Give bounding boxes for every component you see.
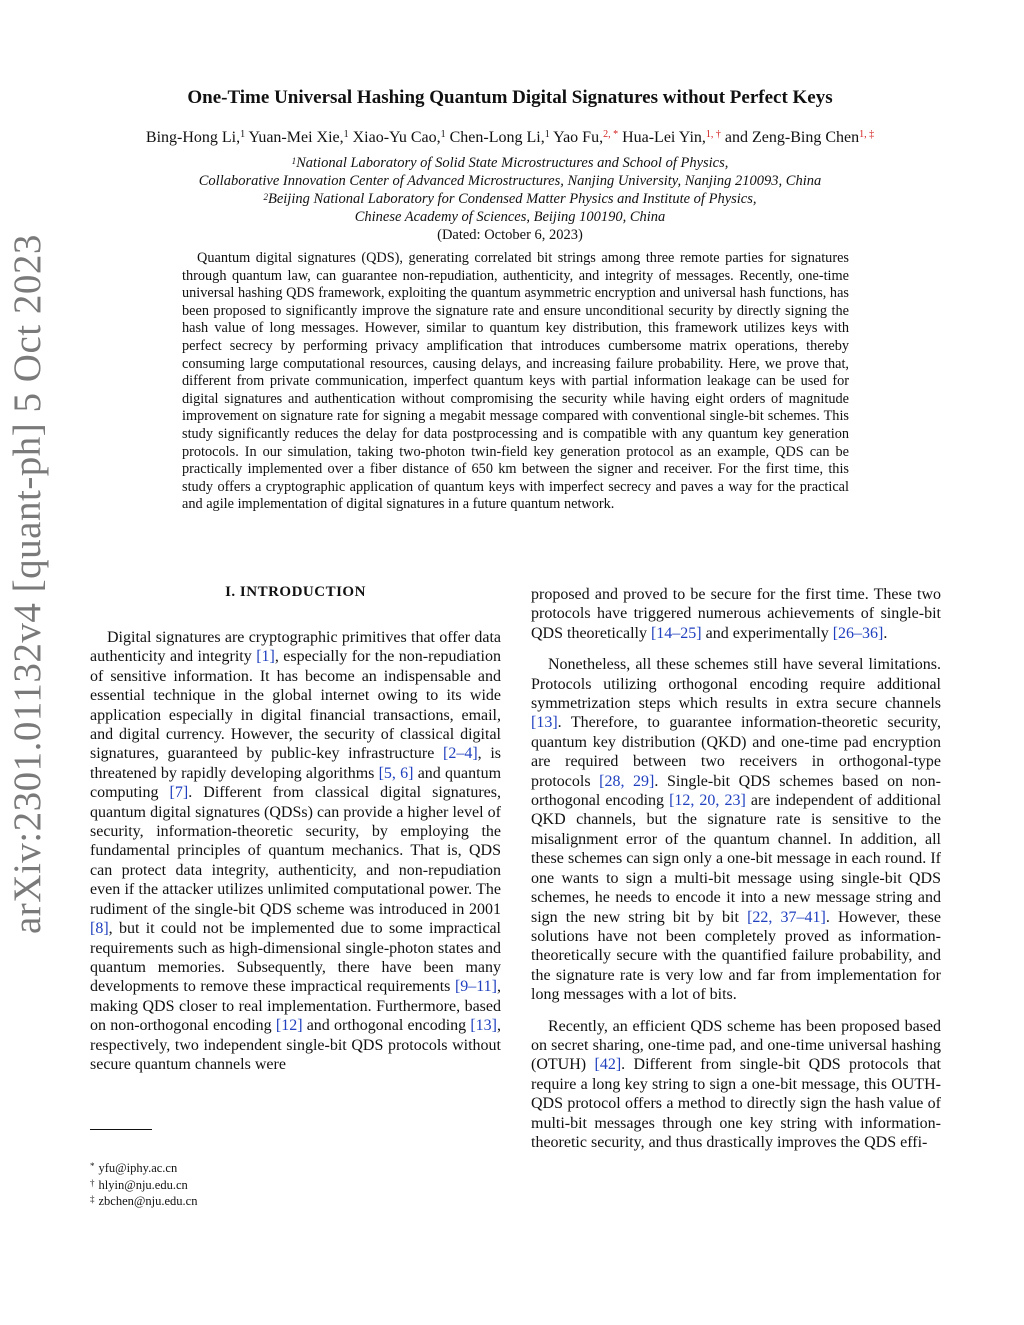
citation-link[interactable]: [13]: [531, 714, 558, 732]
author: Yuan-Mei Xie,: [248, 129, 344, 146]
citation-link[interactable]: [2–4]: [443, 745, 478, 763]
footnote-mark: ‡: [90, 1194, 95, 1204]
footnote-mark: †: [90, 1177, 95, 1188]
intro-paragraph-1: Digital signatures are cryptographic primitives that offer data authenticity and integrity [1], especially for the non-repudiation of sensitive information. It has become an indispensable and essential technique in the global internet owing to its wide application especially in digital financial transactions, email, and digital currency. However, the security of classical digital signatures, guaranteed by public-key infrastructure [2–4], is threatened by rapidly developing algorithms [5, 6] and quantum computing [7]. Different from classical digital signatures, quantum digital signatures (QDSs) can provide a higher level of security, information-theoretic security, by employing the fundamental principles of quantum mechanics. That is, QDS can protect data integrity, authenticity, and non-repudiation even if the attacker utilizes unlimited computational power. The rudiment of the single-bit QDS scheme was introduced in 2001 [8], but it could not be implemented due to some impractical requirements such as high-dimensional single-photon states and quantum memories. Subsequently, there have been many developments to remove these impractical requirements [9–11], making QDS closer to real implementation. Furthermore, based on non-orthogonal encoding [12] and orthogonal encoding [13], respectively, two independent single-bit QDS protocols without secure quantum channels were: [90, 629, 502, 1073]
intro-paragraph-3: Recently, an efficient QDS scheme has been proposed based on secret sharing, one-time pad, and one-time universal hashing (OTUH) [42]. Different from single-bit QDS protocols that require a long key string to sign a one-bit message, this OUTH-QDS protocol offers a method to directly sign the hash value of multi-bit messages through one key string with information-theoretic security, and thus drastically improves the QDS effi-: [531, 1017, 941, 1151]
footnote-divider: [90, 1129, 152, 1130]
intro-paragraph-2: Nonetheless, all these schemes still have several limitations. Protocols utilizing orthogonal encoding require additional symmetrization steps which results in extra secure channels [13]. Therefore, to guarantee information-theoretic security, quantum key distribution (QKD) and one-time pad encryption are required between two receivers in orthogonal-type protocols [28, 29]. Single-bit QDS schemes based on non-orthogonal encoding [12, 20, 23] are independent of additional QKD channels, but the signature rate is sensitive to the misalignment error of the quantum channel. In addition, all these schemes can sign only a one-bit message in each round. If one wants to sign a multi-bit message using single-bit QDS schemes, he needs to encode it into a new message string and sign the new string bit by bit [22, 37–41]. However, these solutions have not been completely proved as information-theoretically secure with the quantified failure probability, and the signature rate is very low and far from implementation for long messages with a lot of bits.: [531, 656, 942, 1004]
citation-link[interactable]: [5, 6]: [378, 764, 414, 782]
footnote-email: [90, 1193, 197, 1210]
affiliation-1-line-2: Collaborative Innovation Center of Advanced Microstructures, Nanjing University, Nanjing 210093, China: [198, 173, 822, 189]
author-affiliation-mark[interactable]: 2, *: [603, 129, 619, 140]
affiliation-2-line-1: $^2$Beijing National Laboratory for Condensed Matter Physics and Institute of Physics,: [263, 191, 757, 207]
author-affiliation-mark: 1: [343, 129, 349, 140]
citation-link[interactable]: [22, 37–41]: [747, 908, 826, 926]
footnotes: [90, 1160, 197, 1210]
author-affiliation-mark: 1: [440, 129, 446, 140]
arxiv-identifier-stamp: arXiv:2301.01132v4 [quant-ph] 5 Oct 2023: [6, 234, 49, 934]
author: Bing-Hong Li,: [145, 129, 241, 146]
citation-link[interactable]: [12]: [275, 1017, 303, 1035]
affiliation-mark: 2: [263, 192, 268, 202]
citation-link[interactable]: [9–11]: [454, 978, 497, 996]
author: Xiao-Yu Cao,: [352, 129, 441, 146]
author: and Zeng-Bing Chen: [724, 129, 860, 146]
citation-link[interactable]: [26–36]: [832, 624, 884, 642]
affiliation-2-line-2: Chinese Academy of Sciences, Beijing 100190, China: [354, 209, 666, 225]
citation-link[interactable]: [12, 20, 23]: [669, 792, 746, 810]
date-line: (Dated: October 6, 2023): [437, 227, 583, 243]
section-heading-introduction: I. INTRODUCTION: [225, 584, 366, 600]
left-column: [90, 583, 501, 1086]
citation-link[interactable]: [13]: [470, 1017, 497, 1035]
footnote-email: [90, 1177, 197, 1194]
intro-paragraph-1-continued: proposed and proved to be secure for the first time. These two protocols have triggered numerous achievements of single-bit QDS theoretically [14–25] and experimentally [26–36].: [531, 586, 941, 642]
citation-link[interactable]: [28, 29]: [599, 772, 655, 790]
author-affiliation-mark[interactable]: 1, ‡: [859, 129, 875, 140]
citation-link[interactable]: [1]: [256, 648, 275, 666]
affiliation-mark: 1: [291, 156, 297, 166]
footnote-mark: *: [90, 1161, 95, 1171]
email-address[interactable]: yfu@iphy.ac.cn: [98, 1161, 178, 1175]
author-affiliation-mark: 1: [240, 129, 246, 140]
abstract: Quantum digital signatures (QDS), generating correlated bit strings among three remote parties for signatures through quantum law, can guarantee non-repudiation, authenticity, and integrity of messages. Recently, one-time universal hashing QDS framework, exploiting the quantum asymmetric encryption and universal hash functions, has been proposed to significantly improve the signature rate and ensure unconditional security by directly signing the hash value of long messages. However, similar to quantum key distribution, this framework utilizes keys with perfect secrecy by performing privacy amplification that introduces cumbersome matrix operations, thereby consuming large computational resources, causing delays, and increasing failure probability. Here, we prove that, different from private communication, imperfect quantum keys with partial information leakage can be used for digital signatures and authentication without compromising the security while having eight orders of magnitude improvement on signature rate for signing a megabit message compared with conventional single-bit schemes. This study significantly reduces the delay for data postprocessing and is compatible with any quantum key generation protocols. In our simulation, taking two-photon twin-field key generation protocol as an example, QDS can be practically implemented over a fiber distance of 650 km between the signer and receiver. For the first time, this study offers a cryptographic application of quantum keys with imperfect secrecy and paves a way for the practical and agile implementation of digital signatures in a future quantum network.: [182, 250, 849, 513]
citation-link[interactable]: [42]: [594, 1056, 622, 1074]
author: Chen-Long Li,: [449, 129, 545, 146]
affiliation-1-line-1: $^1$National Laboratory of Solid State Microstructures and School of Physics,: [291, 155, 729, 171]
author-affiliation-mark: 1: [544, 129, 550, 140]
author: Hua-Lei Yin,: [622, 129, 706, 146]
citation-link[interactable]: [14–25]: [650, 624, 702, 642]
email-address[interactable]: hlyin@nju.edu.cn: [98, 1177, 188, 1192]
footnote-email: [90, 1160, 197, 1177]
author: Yao Fu,: [553, 129, 604, 146]
affiliations: [80, 154, 940, 244]
citation-link[interactable]: [7]: [169, 784, 189, 802]
paper-title: One-Time Universal Hashing Quantum Digital Signatures without Perfect Keys: [187, 87, 833, 108]
citation-link[interactable]: [8]: [90, 920, 109, 938]
author-affiliation-mark[interactable]: 1, †: [705, 129, 721, 140]
author-list: [60, 128, 960, 148]
right-column: [531, 585, 941, 1164]
email-address[interactable]: zbchen@nju.edu.cn: [98, 1194, 198, 1208]
